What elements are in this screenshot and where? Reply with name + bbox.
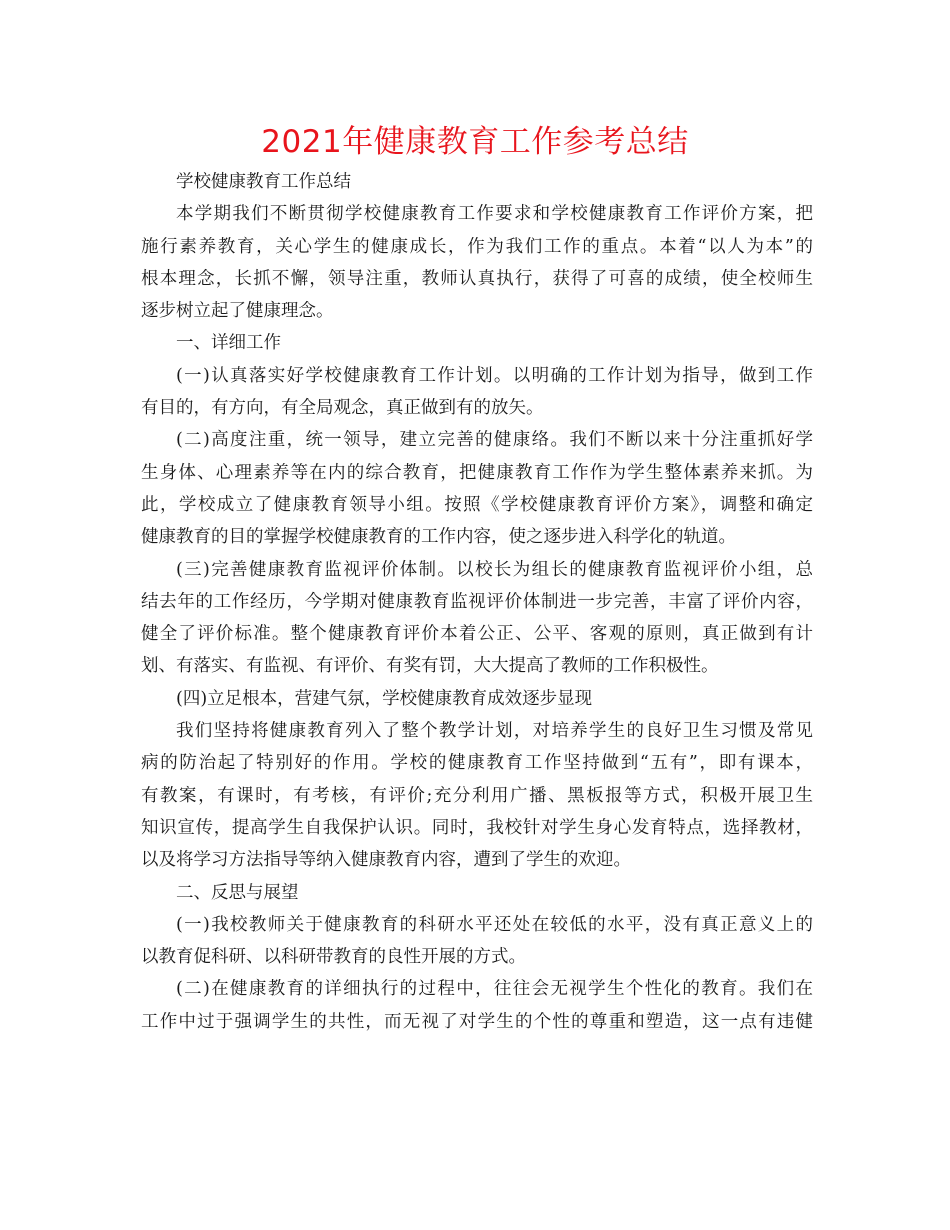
text-line: (四)立足根本，营建气氛，学校健康教育成效逐步显现	[176, 688, 593, 709]
text-line: 知识宣传，提高学生自我保护认识。同时，我校针对学生身心发育特点，选择教材，	[141, 817, 813, 838]
text-line: 根本理念，长抓不懈，领导注重，教师认真执行，获得了可喜的成绩，使全校师生	[141, 268, 813, 289]
text-line: (三)完善健康教育监视评价体制。以校长为组长的健康教育监视评价小组，总	[176, 559, 813, 580]
text-line: 本学期我们不断贯彻学校健康教育工作要求和学校健康教育工作评价方案，把	[176, 204, 813, 225]
text-line: 病的防治起了特别好的作用。学校的健康教育工作坚持做到“五有”，即有课本，	[141, 753, 813, 774]
text-line: 划、有落实、有监视、有评价、有奖有罚，大大提高了教师的工作积极性。	[141, 656, 719, 677]
text-line: 工作中过于强调学生的共性，而无视了对学生的个性的尊重和塑造，这一点有违健	[141, 1011, 813, 1032]
document-title: 2021年健康教育工作参考总结	[261, 124, 689, 160]
text-line: 健康教育的目的掌握学校健康教育的工作内容，使之逐步进入科学化的轨道。	[141, 527, 736, 548]
document-body	[141, 166, 813, 1038]
text-line: 逐步树立起了健康理念。	[141, 301, 334, 322]
text-line: 一、详细工作	[176, 333, 281, 354]
text-line: 有目的，有方向，有全局观念，真正做到有的放矢。	[141, 398, 544, 419]
text-line: 二、反思与展望	[176, 882, 299, 903]
text-line: (一)认真落实好学校健康教育工作计划。以明确的工作计划为指导，做到工作	[176, 365, 813, 386]
text-line: 学校健康教育工作总结	[176, 172, 351, 192]
text-line: 此，学校成立了健康教育领导小组。按照《学校健康教育评价方案》，调整和确定	[141, 494, 813, 515]
text-line: (二)在健康教育的详细执行的过程中，往往会无视学生个性化的教育。我们在	[176, 979, 813, 1000]
text-line: 施行素养教育，关心学生的健康成长，作为我们工作的重点。本着“以人为本”的	[141, 236, 813, 257]
text-line: 我们坚持将健康教育列入了整个教学计划，对培养学生的良好卫生习惯及常见	[176, 721, 813, 742]
text-line: (一)我校教师关于健康教育的科研水平还处在较低的水平，没有真正意义上的	[176, 914, 813, 935]
text-line: 以及将学习方法指导等纳入健康教育内容，遭到了学生的欢迎。	[141, 850, 631, 871]
text-line: (二)高度注重，统一领导，建立完善的健康络。我们不断以来十分注重抓好学	[176, 430, 813, 451]
text-line: 有教案，有课时，有考核，有评价;充分利用广播、黑板报等方式，积极开展卫生	[141, 785, 813, 806]
text-line: 健全了评价标准。整个健康教育评价本着公正、公平、客观的原则，真正做到有计	[141, 624, 813, 645]
text-line: 结去年的工作经历，今学期对健康教育监视评价体制进一步完善，丰富了评价内容，	[141, 591, 813, 612]
text-line: 生身体、心理素养等在内的综合教育，把健康教育工作作为学生整体素养来抓。为	[141, 462, 813, 483]
text-line: 以教育促科研、以科研带教育的良性开展的方式。	[141, 947, 526, 968]
